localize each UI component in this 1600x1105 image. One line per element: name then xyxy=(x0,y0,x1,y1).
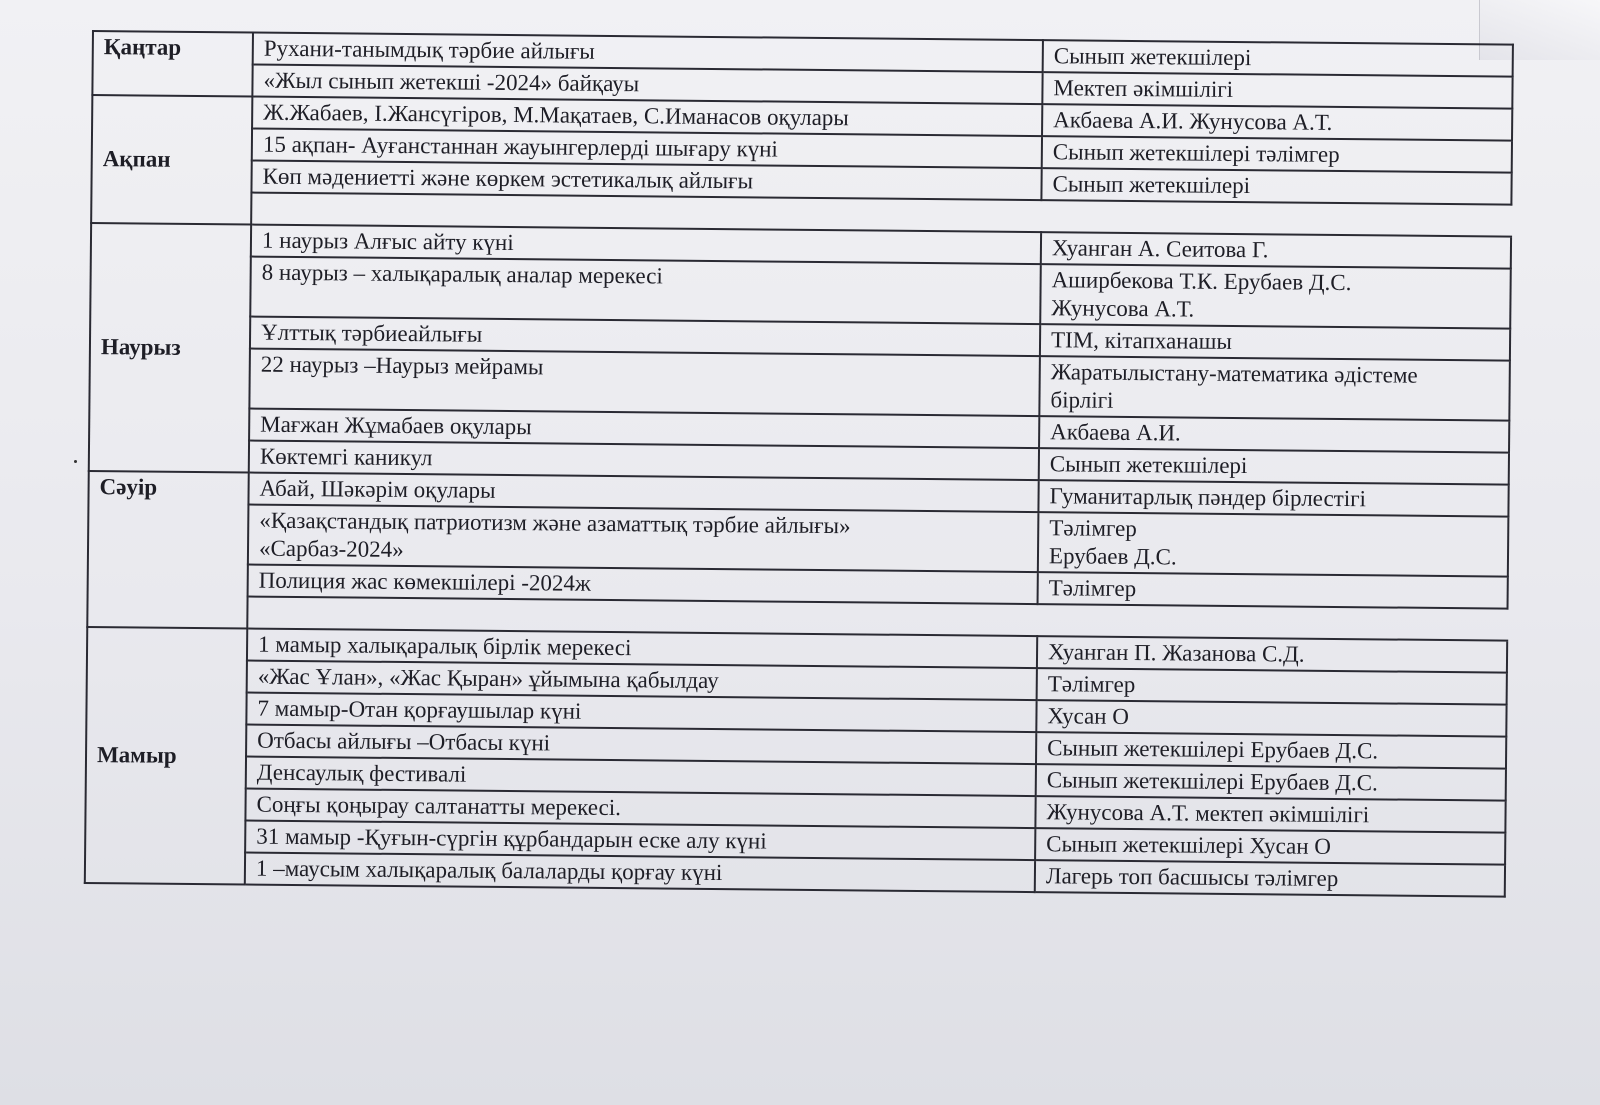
responsible-cell: Сынып жетекшілері Ерубаев Д.С. xyxy=(1036,732,1506,769)
responsible-cell: Хусан О xyxy=(1036,700,1506,737)
responsible-cell: Жунусова А.Т. мектеп әкімшілігі xyxy=(1035,796,1505,833)
responsible-cell: Акбаева А.И. xyxy=(1039,416,1509,453)
event-cell: 1 –маусым халықаралық балаларды қорғау күні xyxy=(245,853,1035,893)
event-cell: 1 мамыр халықаралық бірлік мерекесі xyxy=(247,629,1037,669)
events-plan-table xyxy=(84,30,1514,898)
event-line: «Сарбаз-2024» xyxy=(258,535,404,563)
responsible-cell: Сынып жетекшілері xyxy=(1039,448,1509,485)
responsible-line: бірлігі xyxy=(1050,387,1114,413)
event-cell: 7 мамыр-Отан қорғаушылар күні xyxy=(246,693,1036,733)
responsible-cell: Мектеп әкімшілігі xyxy=(1042,72,1512,109)
event-cell: Ж.Жабаев, І.Жансүгіров, М.Мақатаев, С.Иманасов оқулары xyxy=(252,97,1042,137)
event-cell: Отбасы айлығы –Отбасы күні xyxy=(246,725,1036,765)
event-cell: Көктемгі каникул xyxy=(249,441,1039,481)
event-cell: «Жыл сынып жетекші -2024» байқауы xyxy=(252,65,1042,105)
month-cell-kantar: Қаңтар xyxy=(92,31,253,97)
responsible-cell xyxy=(1039,356,1510,421)
responsible-cell: Тәлімгер xyxy=(1037,668,1507,705)
responsible-cell: Сынып жетекшілері тәлімгер xyxy=(1042,136,1512,173)
responsible-cell: Тәлімгер xyxy=(1038,572,1508,609)
event-cell: 1 наурыз Алғыс айту күні xyxy=(251,225,1041,265)
document-sheet xyxy=(84,30,1512,929)
month-cell-sauir: Сәуір xyxy=(87,471,248,629)
responsible-line: Жунусова А.Т. xyxy=(1051,295,1195,322)
event-cell: 8 наурыз – халықаралық аналар мерекесі xyxy=(250,257,1041,325)
responsible-cell xyxy=(1040,264,1511,329)
event-cell xyxy=(248,505,1039,573)
responsible-cell: Акбаева А.И. Жунусова А.Т. xyxy=(1042,104,1512,141)
responsible-cell: Сынып жетекшілері Хусан О xyxy=(1035,828,1505,865)
responsible-cell: Гуманитарлық пәндер бірлестігі xyxy=(1038,480,1508,517)
responsible-cell: Хуанган П. Жазанова С.Д. xyxy=(1037,636,1507,673)
event-cell: Рухани-танымдық тәрбие айлығы xyxy=(253,33,1043,73)
responsible-line: Тәлімгер xyxy=(1049,515,1137,542)
responsible-cell: ТІМ, кітапханашы xyxy=(1040,324,1510,361)
responsible-line: Жаратылыстану-математика әдістеме xyxy=(1050,359,1418,388)
event-cell: Соңғы қоңырау салтанатты мерекесі. xyxy=(245,789,1035,829)
event-cell: 22 наурыз –Наурыз мейрамы xyxy=(249,349,1040,417)
event-cell: 15 ақпан- Ауғанстаннан жауынгерлерді шығару күні xyxy=(252,129,1042,169)
month-cell-akpan: Ақпан xyxy=(91,95,252,225)
event-cell: Абай, Шәкәрім оқулары xyxy=(248,473,1038,513)
responsible-cell xyxy=(1038,512,1509,577)
responsible-cell: Хуанган А. Сеитова Г. xyxy=(1041,232,1511,269)
paper-speck xyxy=(74,460,77,463)
responsible-line: Ерубаев Д.С. xyxy=(1048,543,1177,570)
event-cell: Мағжан Жұмабаев оқулары xyxy=(249,409,1039,449)
event-cell: «Жас Ұлан», «Жас Қыран» ұйымына қабылдау xyxy=(247,661,1037,701)
responsible-cell: Лагерь топ басшысы тәлімгер xyxy=(1035,860,1505,897)
event-cell: Денсаулық фестивалі xyxy=(246,757,1036,797)
month-cell-nauryz: Наурыз xyxy=(89,223,251,473)
event-cell: Полиция жас көмекшілері -2024ж xyxy=(248,565,1038,605)
event-cell: 31 мамыр -Қуғын-сүргін құрбандарын еске алу күні xyxy=(245,821,1035,861)
month-cell-mamyr: Мамыр xyxy=(85,627,247,885)
event-cell: Көп мәдениетті және көркем эстетикалық айлығы xyxy=(251,161,1041,201)
responsible-cell: Сынып жетекшілері xyxy=(1041,168,1511,205)
event-line: «Қазақстандық патриотизм және азаматтық тәрбие айлығы» xyxy=(259,507,851,539)
event-cell: Ұлттық тәрбиеайлығы xyxy=(250,317,1040,357)
responsible-cell: Сынып жетекшілері Ерубаев Д.С. xyxy=(1036,764,1506,801)
responsible-line: Аширбекова Т.К. Ерубаев Д.С. xyxy=(1051,267,1352,296)
responsible-cell: Сынып жетекшілері xyxy=(1043,40,1513,77)
